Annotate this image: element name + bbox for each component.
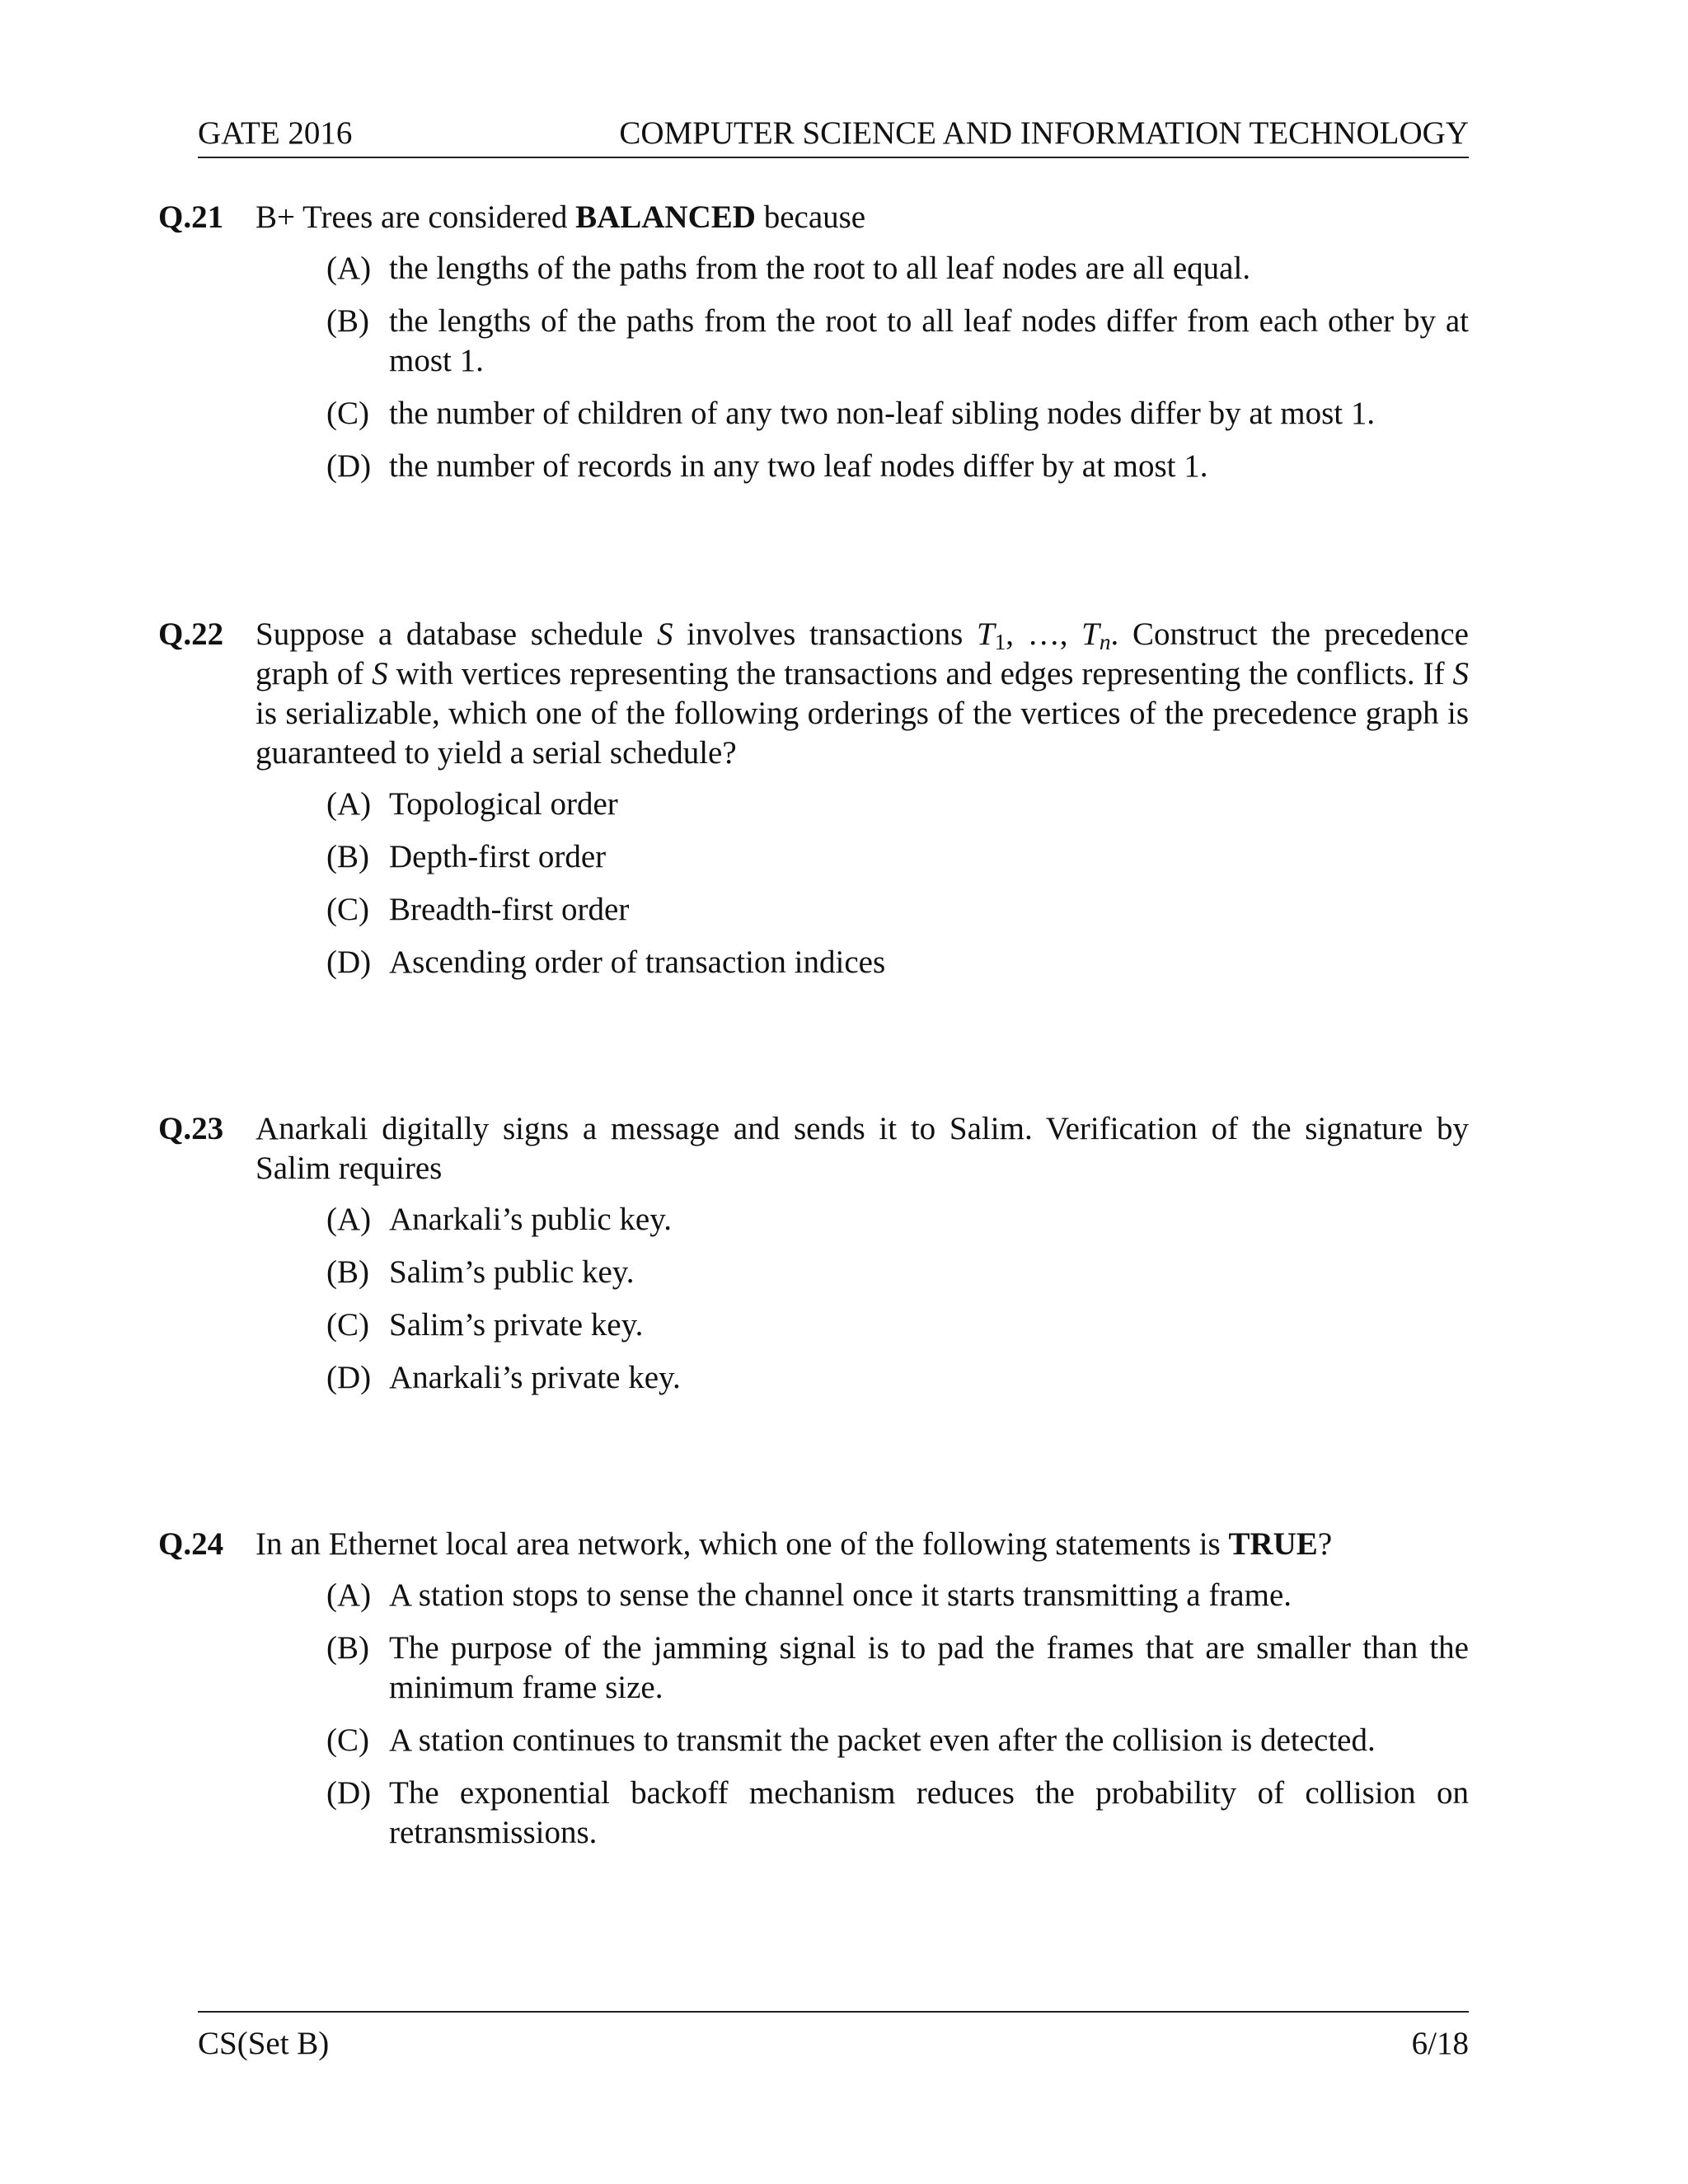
option-label: (C) [326,892,369,927]
option-text: the number of children of any two non-leaf sibling nodes differ by at most 1. [389,396,1376,431]
question-23 [158,1109,1469,1411]
math-var: S [656,616,673,652]
option-text: Salim’s private key. [389,1307,644,1343]
option-c [158,890,1469,930]
math-var: T [976,616,995,652]
option-text: A station stops to sense the channel once it starts transmitting a frame. [389,1577,1292,1613]
question-stem: B+ Trees are considered BALANCED because [256,199,866,235]
option-text: the number of records in any two leaf nodes differ by at most 1. [389,448,1208,484]
option-text: Salim’s public key. [389,1254,635,1290]
option-a [158,1200,1469,1240]
option-d [158,1358,1469,1398]
option-text: Topological order [389,786,618,822]
math-var: T [1081,616,1100,652]
option-label: (A) [326,1577,372,1613]
option-label: (B) [326,1254,369,1290]
question-number: Q.24 [158,1526,224,1562]
option-text: Anarkali’s private key. [389,1360,681,1395]
question-number: Q.21 [158,199,224,235]
option-text: Breadth-first order [389,892,630,927]
option-b [158,1629,1469,1708]
question-22 [158,615,1469,996]
page-number: 6/18 [1411,2026,1469,2061]
option-d [158,447,1469,486]
option-label: (C) [326,1307,369,1343]
question-number: Q.23 [158,1111,224,1146]
option-label: (B) [326,1630,369,1666]
option-a [158,1576,1469,1615]
question-stem: Anarkali digitally signs a message and sends it to Salim. Verification of the signature by Salim requires [256,1111,1469,1186]
option-text: Depth-first order [389,839,607,874]
option-label: (D) [326,1360,372,1395]
options-list [158,1200,1469,1398]
question-number: Q.22 [158,616,224,652]
option-text: The purpose of the jamming signal is to pad the frames that are smaller than the minimum frame size. [389,1630,1469,1705]
option-label: (D) [326,448,372,484]
option-text: A station continues to transmit the packet even after the collision is detected. [389,1722,1376,1758]
option-a [158,249,1469,288]
option-label: (D) [326,1775,372,1811]
option-label: (A) [326,786,372,822]
option-d [158,1774,1469,1853]
option-text: the lengths of the paths from the root to all leaf nodes are all equal. [389,251,1251,286]
subscript: 1 [994,630,1006,654]
option-label: (D) [326,944,372,980]
option-label: (B) [326,839,369,874]
emphasis: TRUE [1228,1526,1318,1562]
option-text: the lengths of the paths from the root to all leaf nodes differ from each other by at most 1. [389,303,1469,378]
option-c [158,1305,1469,1345]
option-text: Anarkali’s public key. [389,1202,672,1237]
option-text: The exponential backoff mechanism reduces the probability of collision on retransmissions. [389,1775,1469,1850]
option-a [158,785,1469,824]
option-text: Ascending order of transaction indices [389,944,886,980]
option-b [158,837,1469,877]
option-b [158,1253,1469,1292]
option-label: (A) [326,1202,372,1237]
option-label: (C) [326,396,369,431]
question-stem: Suppose a database schedule S involves transactions T1, …, Tn. Construct the precedence graph of S with vertices representing the transactions and edges representing the conflicts. If S is serializable, which one of the following orderings of the vertices of the precedence graph is guaranteed to yield a serial schedule? [256,616,1469,771]
question-21 [158,198,1469,499]
option-d [158,943,1469,982]
emphasis: BALANCED [575,199,756,235]
option-c [158,394,1469,434]
question-24 [158,1525,1469,1866]
math-var: S [1452,656,1469,691]
exam-title: GATE 2016 [198,115,353,151]
option-c [158,1721,1469,1760]
options-list [158,1576,1469,1853]
math-var: S [372,656,388,691]
subject-title: COMPUTER SCIENCE AND INFORMATION TECHNOLOGY [619,115,1469,151]
page-header [198,110,1469,158]
paper-set: CS(Set B) [198,2026,330,2061]
option-label: (A) [326,251,372,286]
option-label: (C) [326,1722,369,1758]
question-stem: In an Ethernet local area network, which one of the following statements is TRUE? [256,1526,1333,1562]
subscript: n [1099,630,1111,654]
page-footer [198,2011,1469,2070]
option-b [158,302,1469,381]
options-list [158,785,1469,982]
options-list [158,249,1469,486]
option-label: (B) [326,303,369,339]
